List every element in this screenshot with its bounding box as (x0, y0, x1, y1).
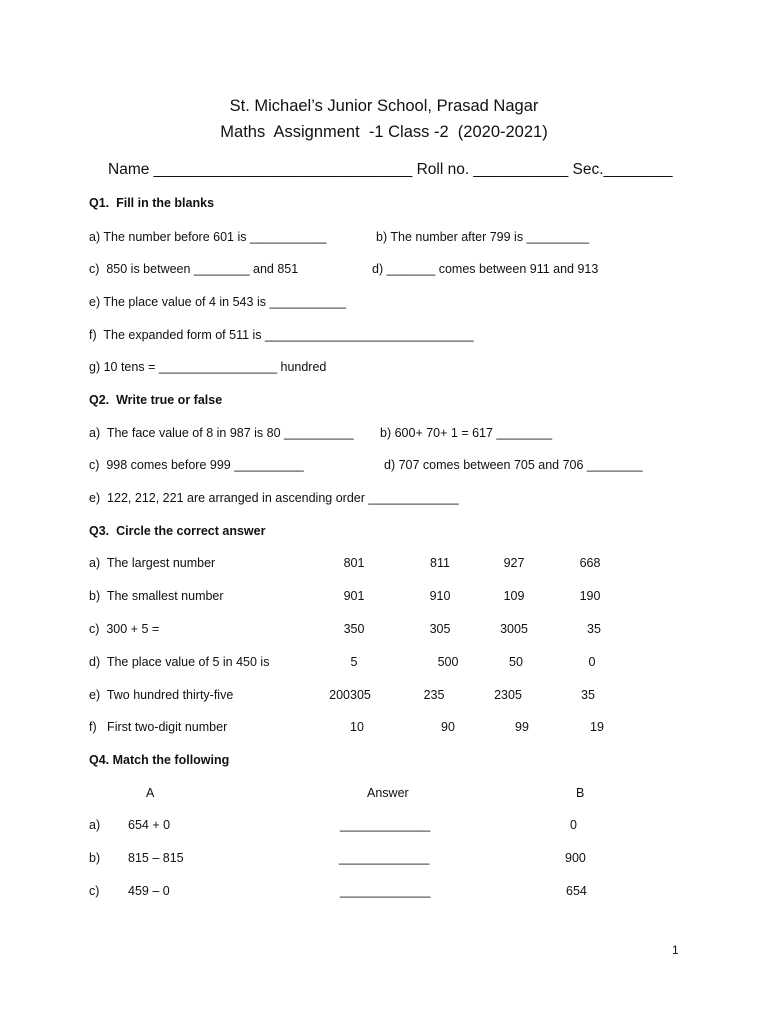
q1-item-b: b) The number after 799 is _________ (376, 230, 590, 244)
q1-heading: Q1. Fill in the blanks (89, 196, 215, 210)
q1-item-d: d) _______ comes between 911 and 913 (372, 262, 599, 276)
q2-item-d: d) 707 comes between 705 and 706 ________ (384, 458, 643, 472)
q3-row-label: b) The smallest number (89, 589, 224, 603)
q4-row-expression: 459 – 0 (128, 884, 170, 898)
q2-item-e: e) 122, 212, 221 are arranged in ascending order _____________ (89, 491, 459, 505)
q3-option: 305 (429, 622, 451, 636)
q4-column-b-header: B (576, 786, 585, 800)
q4-row-match: 654 (566, 884, 587, 898)
q2-heading: Q2. Write true or false (89, 393, 223, 407)
q4-row-letter: c) (89, 884, 100, 898)
assignment-title: Maths Assignment -1 Class -2 (2020-2021) (220, 123, 548, 141)
name-roll-section-line: Name ______________________________ Roll no. ___________ Sec.________ (108, 161, 673, 178)
q3-option: 50 (509, 655, 523, 669)
q3-option: 0 (588, 655, 596, 669)
q3-option: 2305 (494, 688, 522, 702)
q3-heading: Q3. Circle the correct answer (89, 524, 266, 538)
q3-option: 901 (343, 589, 365, 603)
q4-row-letter: a) (89, 818, 101, 832)
q1-item-e: e) The place value of 4 in 543 is ___________ (89, 295, 346, 309)
q3-option: 927 (503, 556, 525, 570)
q2-item-c: c) 998 comes before 999 __________ (89, 458, 304, 472)
q1-item-g: g) 10 tens = _________________ hundred (89, 360, 327, 374)
q4-column-answer-header: Answer (367, 786, 409, 800)
q3-option: 350 (343, 622, 365, 636)
q3-option: 10 (350, 720, 364, 734)
school-title: St. Michael’s Junior School, Prasad Nagar (229, 97, 539, 115)
q4-row-expression: 654 + 0 (128, 818, 171, 832)
q4-row-letter: b) (89, 851, 101, 865)
q1-item-a: a) The number before 601 is ___________ (89, 230, 327, 244)
q3-option: 190 (579, 589, 601, 603)
q3-row-label: e) Two hundred thirty-five (89, 688, 234, 702)
q3-option: 668 (579, 556, 601, 570)
q3-option: 99 (515, 720, 529, 734)
q3-option: 801 (343, 556, 365, 570)
q3-row-label: c) 300 + 5 = (89, 622, 160, 636)
q4-row-expression: 815 – 815 (128, 851, 184, 865)
q4-answer-blank: _____________ (340, 884, 431, 898)
q3-option: 109 (503, 589, 525, 603)
q3-option: 910 (429, 589, 451, 603)
q4-column-a-header: A (146, 786, 155, 800)
q4-row-match: 0 (570, 818, 577, 832)
q3-option: 35 (581, 688, 595, 702)
q3-option: 90 (441, 720, 455, 734)
q3-option: 235 (423, 688, 445, 702)
q2-item-b: b) 600+ 70+ 1 = 617 ________ (380, 426, 553, 440)
q3-option: 35 (587, 622, 601, 636)
q3-row-label: f) First two-digit number (89, 720, 228, 734)
q4-row-match: 900 (565, 851, 586, 865)
q3-option: 500 (437, 655, 459, 669)
q3-option: 5 (350, 655, 358, 669)
q1-item-c: c) 850 is between ________ and 851 (89, 262, 299, 276)
q1-item-f: f) The expanded form of 511 is ______________________________ (89, 328, 474, 342)
page-number: 1 (672, 943, 679, 957)
q3-option: 200305 (329, 688, 371, 702)
q4-heading: Q4. Match the following (89, 753, 230, 767)
q4-answer-blank: _____________ (340, 818, 431, 832)
q4-answer-blank: _____________ (339, 851, 430, 865)
q3-option: 19 (590, 720, 604, 734)
q3-option: 811 (430, 556, 450, 570)
q2-item-a: a) The face value of 8 in 987 is 80 __________ (89, 426, 354, 440)
q3-row-label: a) The largest number (89, 556, 216, 570)
q3-row-label: d) The place value of 5 in 450 is (89, 655, 270, 669)
q3-option: 3005 (500, 622, 528, 636)
